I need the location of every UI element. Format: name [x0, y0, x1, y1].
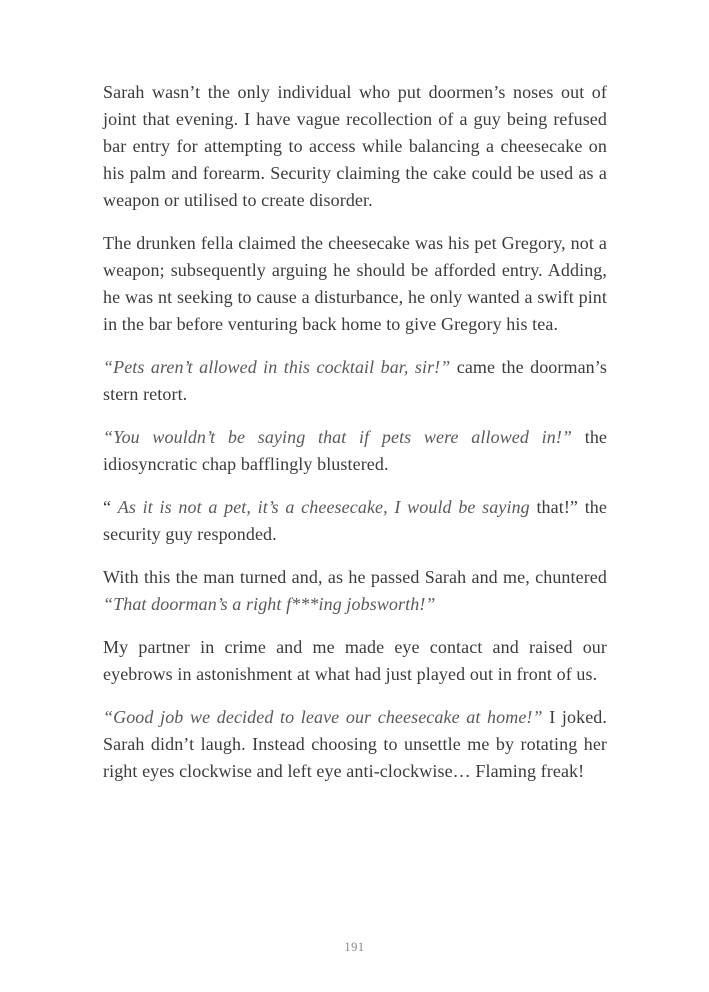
paragraph-8 — [103, 704, 607, 785]
body-text: came the doorman’s stern retort. — [103, 357, 607, 404]
body-text: the idiosyncratic chap bafflingly blustered. — [103, 427, 608, 474]
paragraph-2 — [103, 230, 607, 338]
body-text: I joked. Sarah didn’t laugh. Instead choosing to unsettle me by rotating her right eyes clockwise and left eye anti-clockwise… Flaming freak! — [103, 707, 607, 781]
quote-text: “You wouldn’t be saying that if pets were allowed in!” — [103, 427, 573, 447]
quote-text: “That doorman’s a right f***ing jobsworth!” — [103, 594, 436, 614]
paragraph-4 — [103, 424, 607, 478]
page-number: 191 — [344, 940, 365, 954]
body-text: “ — [103, 497, 118, 517]
paragraph-1 — [103, 79, 607, 214]
body-text: The drunken fella claimed the cheesecake was his pet Gregory, not a weapon; subsequently arguing he should be afforded entry. Adding, he was nt seeking to cause a disturbance, he only wanted a swift pint in the bar before venturing back home to give Gregory his tea. — [103, 233, 607, 334]
quote-text: “Good job we decided to leave our cheesecake at home!” — [103, 707, 543, 727]
body-text: With this the man turned and, as he passed Sarah and me, chuntered — [103, 567, 607, 587]
paragraph-7 — [103, 634, 607, 688]
paragraph-5 — [103, 494, 607, 548]
page-body — [103, 79, 607, 801]
quote-text: As it is not a pet, it’s a cheesecake, I would be saying — [117, 497, 530, 517]
body-text: My partner in crime and me made eye contact and raised our eyebrows in astonishment at what had just played out in front of us. — [103, 637, 607, 684]
paragraph-3 — [103, 354, 607, 408]
body-text: that!” the security guy responded. — [103, 497, 607, 544]
page-footer — [0, 938, 709, 956]
paragraph-6 — [103, 564, 607, 618]
body-text: Sarah wasn’t the only individual who put doormen’s noses out of joint that evening. I have vague recollection of a guy being refused bar entry for attempting to access while balancing a cheesecake on his palm and forearm. Security claiming the cake could be used as a weapon or utilised to create disorder. — [103, 82, 607, 210]
quote-text: “Pets aren’t allowed in this cocktail bar, sir!” — [103, 357, 451, 377]
